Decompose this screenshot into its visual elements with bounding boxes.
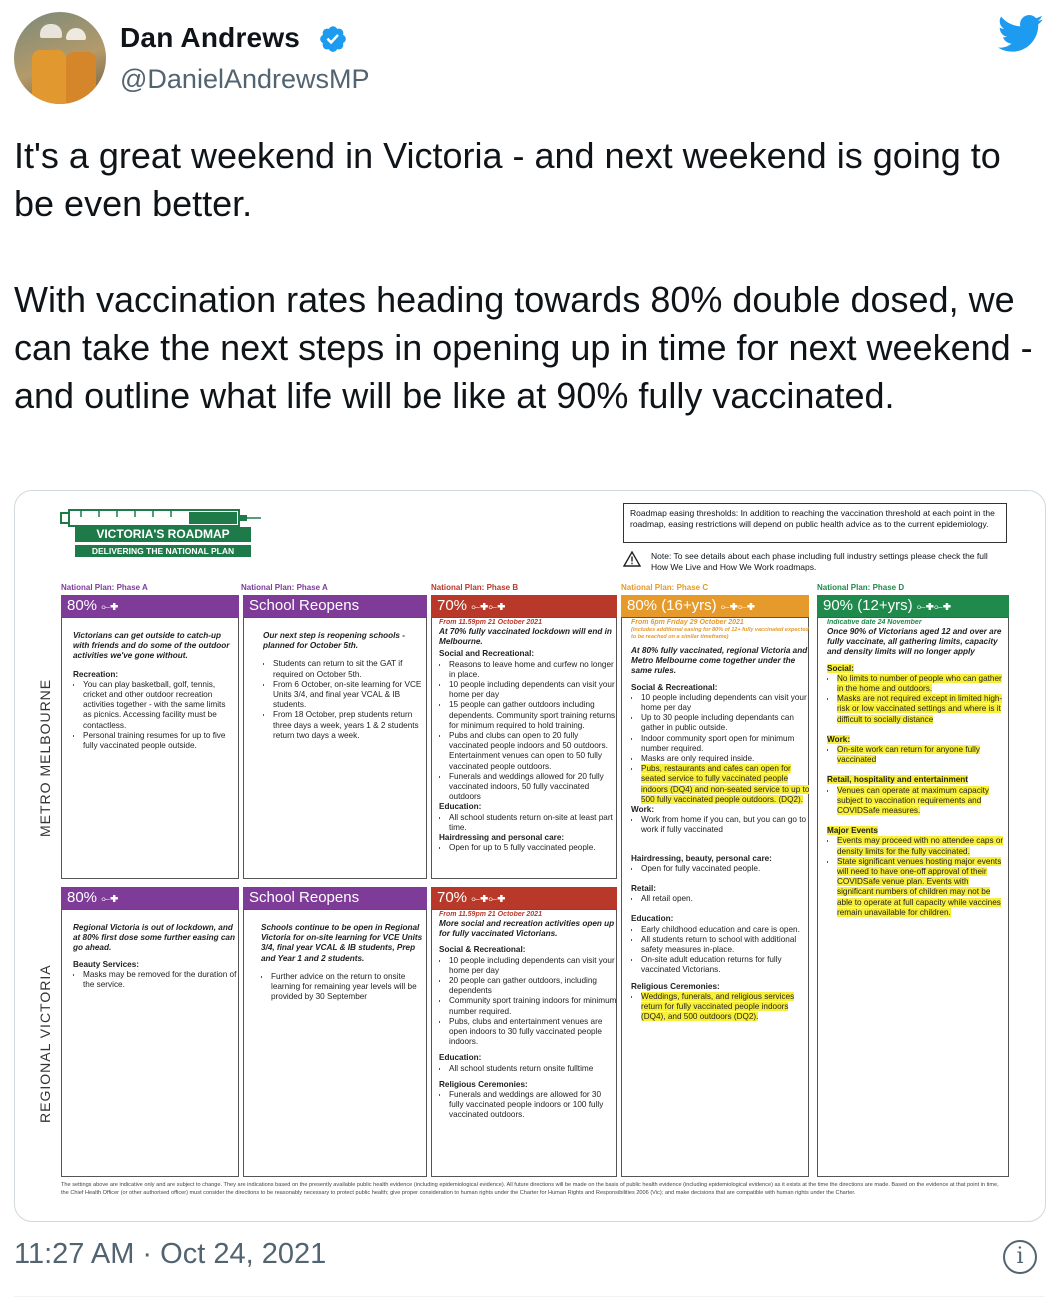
panel-item: • From 6 October, on-site learning for VCE Units 3/4, and final year VCAL & IB students. <box>273 680 427 711</box>
panel-item: • Masks may be removed for the duration of the service. <box>83 970 237 990</box>
panel-date: Indicative date 24 November <box>827 619 922 626</box>
panel-item: • Early childhood education and care is open. <box>641 925 811 935</box>
panel-lead: At 80% fully vaccinated, regional Victoria and Metro Melbourne come together under the same rules. <box>631 646 808 676</box>
column-head-80-16 <box>621 595 809 617</box>
column-head-label: 70% <box>437 889 468 906</box>
row-label-metro: METRO MELBOURNE <box>37 678 53 837</box>
column-head-label: 80% <box>67 889 98 906</box>
panel-item: • Indoor community sport open for minimum number required. <box>641 734 811 754</box>
panel-heading: Beauty Services: <box>73 959 139 969</box>
avatar-hat <box>66 28 86 40</box>
row-label-regional: REGIONAL VICTORIA <box>37 964 53 1123</box>
panel-heading: Hairdressing and personal care: <box>439 833 565 843</box>
panel-item: • You can play basketball, golf, tennis, cricket and other outdoor recreation activities together - with the same limits as picnics. Accessing facility must be contactless. <box>83 680 235 731</box>
syringe-icon: ⟜✚ <box>101 601 119 613</box>
metro-phase-a-text <box>73 631 235 875</box>
roadmap-logo-subtitle: DELIVERING THE NATIONAL PLAN <box>75 545 251 557</box>
panel-item-highlighted: State significant venues hosting major events will need to have one-off approval of their COVIDSafe venue plan. Events with significant numbers of children may not be able to operate at full capacity while vaccines remain unavailable for children. <box>837 856 1002 917</box>
verified-badge-icon <box>318 24 348 54</box>
roadmap-footnote: The settings above are indicative only and are subject to change. They are indications based on the presently available public health evidence (including epidemiological evidence). All future directions will be made on the basis of public health evidence (including epidemiological evidence) as it exists at the time the directions are made. Based on the evidence at that point in time, the Chief Health Officer (or other authorised officer) must consider the directions to be reasonably necessary to protect public health; give proper consideration to human rights under the Charter for Human Rights and Responsibilities 2006 (Vic); and make decisions that are compatible with human rights under the Charter. <box>61 1182 999 1196</box>
panel-heading: Major Events <box>827 826 878 836</box>
warning-icon <box>623 551 641 567</box>
avatar-figure <box>66 52 96 104</box>
phase-c-text <box>631 619 811 1171</box>
avatar-hat <box>40 24 62 38</box>
panel-item-highlighted: Weddings, funerals, and religious services return for fully vaccinated people indoors (DQ4), and 500 outdoors (DQ2). <box>641 991 795 1022</box>
panel-date-note: (includes additional easing for 80% of 12+ fully vaccinated expected to be reached on a similar timeframe) <box>631 627 809 640</box>
panel-heading: Social: <box>827 663 854 673</box>
phase-label: National Plan: Phase A <box>241 583 328 592</box>
panel-item: • Students can return to sit the GAT if required on October 5th. <box>273 659 427 679</box>
column-head-label: 80% <box>67 597 98 614</box>
panel-item: • Open for up to 5 fully vaccinated people. <box>449 843 617 853</box>
roadmap-graphic <box>15 491 1045 1221</box>
panel-lead: Once 90% of Victorians aged 12 and over are fully vaccinate, all gathering limits, capacity and density limits will no longer apply <box>827 627 1002 657</box>
syringe-icon: ⟜✚⟜✚ <box>471 893 506 905</box>
panel-item: • 10 people including dependents can visit your home per day <box>449 680 617 700</box>
syringe-logo-icon <box>59 507 263 529</box>
panel-item-highlighted: No limits to number of people who can gather in the home and outdoors. <box>837 673 1002 694</box>
panel-lead: Regional Victoria is out of lockdown, and at 80% first dose some further easing can go ahead. <box>73 923 235 953</box>
panel-lead: At 70% fully vaccinated lockdown will end in Melbourne. <box>439 627 612 647</box>
roadmap-note-box: Roadmap easing thresholds: In addition to reaching the vaccination threshold at each point in the roadmap, easing restrictions will depend on public health advice as to the current epidemiology. <box>623 503 1007 543</box>
panel-item: • Up to 30 people including dependants can gather in public outside. <box>641 713 811 733</box>
panel-item: • Pubs, clubs and entertainment venues are open indoors to 30 fully vaccinated people indoors. <box>449 1017 617 1048</box>
tweet-timestamp[interactable]: 11:27 AM · Oct 24, 2021 <box>14 1238 327 1270</box>
column-head-school: School Reopens <box>243 595 427 617</box>
panel-item: • All school students return on-site at least part time. <box>449 813 617 833</box>
column-head-80 <box>61 595 239 617</box>
panel-lead: Our next step is reopening schools - planned for October 5th. <box>263 631 405 651</box>
panel-item-highlighted: On-site work can return for anyone fully vaccinated <box>837 745 980 765</box>
panel-item: • All retail open. <box>641 894 811 904</box>
panel-date: From 6pm Friday 29 October 2021 <box>631 619 744 626</box>
author-handle[interactable]: @DanielAndrewsMP <box>120 64 370 94</box>
panel-item: • Work from home if you can, but you can go to work if fully vaccinated <box>641 815 811 835</box>
roadmap-note-warning <box>623 549 1007 575</box>
panel-item: • On-site adult education returns for fully vaccinated Victorians. <box>641 955 811 975</box>
panel-item: • Reasons to leave home and curfew no longer in place. <box>449 660 617 680</box>
panel-item: • Further advice on the return to onsite learning for remaining year levels will be provided by 30 September <box>271 972 425 1003</box>
phase-d-text <box>827 619 1007 1171</box>
panel-heading: Recreation: <box>73 669 119 679</box>
column-head-label: 80% (16+yrs) <box>627 597 717 614</box>
panel-item: • Personal training resumes for up to five fully vaccinated people outside. <box>83 731 235 751</box>
phase-label: National Plan: Phase B <box>431 583 519 592</box>
info-icon[interactable]: i <box>1003 1240 1037 1274</box>
column-head-70-regional <box>431 887 617 909</box>
panel-item-highlighted: Venues can operate at maximum capacity subject to vaccination requirements and COVIDSafe measures. <box>837 785 990 816</box>
column-head-school-regional: School Reopens <box>243 887 427 909</box>
panel-heading: Social and Recreational: <box>439 649 535 659</box>
panel-item: • 10 people including dependents can visit your home per day <box>449 956 617 976</box>
regional-phase-b-text <box>439 911 617 1173</box>
panel-item: • All school students return onsite fulltime <box>449 1064 617 1074</box>
regional-school-text <box>261 923 425 1173</box>
panel-heading: Work: <box>631 805 655 815</box>
panel-item: • 15 people can gather outdoors including dependents. Community sport training returns for minimum required to hold training. <box>449 700 617 731</box>
author-name[interactable]: Dan Andrews <box>120 22 301 53</box>
panel-lead: More social and recreation activities open up for fully vaccinated Victorians. <box>439 919 615 939</box>
divider <box>14 1296 1044 1297</box>
avatar[interactable] <box>14 12 106 104</box>
roadmap-logo-title: VICTORIA'S ROADMAP <box>75 527 251 542</box>
phase-label: National Plan: Phase C <box>621 583 709 592</box>
panel-heading: Religious Ceremonies: <box>631 981 720 991</box>
panel-item: • All students return to school with additional safety measures in-place. <box>641 935 811 955</box>
syringe-icon: ⟜✚ <box>101 893 119 905</box>
syringe-icon: ⟜✚⟜✚ <box>916 601 952 613</box>
panel-date: From 11.59pm 21 October 2021 <box>439 911 542 918</box>
panel-heading: Social & Recreational: <box>631 682 718 692</box>
panel-heading: Religious Ceremonies: <box>439 1079 528 1089</box>
column-head-label: 70% <box>437 597 468 614</box>
panel-item: • Masks are only required inside. <box>641 754 811 764</box>
panel-lead: Schools continue to be open in Regional Victoria for on-site learning for VCE Units 3/4, final year VCAL & IB students, Prep and Year 1 and 2 students. <box>261 923 423 963</box>
panel-item: • Funerals and weddings allowed for 20 fully vaccinated indoors, 50 fully vaccinated outdoors <box>449 772 617 803</box>
regional-phase-a-text <box>73 923 237 1173</box>
panel-heading: Education: <box>631 914 674 924</box>
tweet-image-card[interactable] <box>14 490 1046 1222</box>
panel-heading: Education: <box>439 802 482 812</box>
panel-heading: Work: <box>827 734 851 744</box>
panel-item: • Community sport training indoors for minimum number required. <box>449 996 617 1016</box>
avatar-figure <box>32 50 66 104</box>
panel-heading: Social & Recreational: <box>439 945 526 955</box>
panel-item: • Pubs and clubs can open to 20 fully vaccinated people indoors and 50 outdoors. Entertainment venues can open to 50 fully vaccinated people outdoors. <box>449 731 617 772</box>
phase-label: National Plan: Phase A <box>61 583 148 592</box>
panel-item-highlighted: Pubs, restaurants and cafes can open for seated service to fully vaccinated people indoors (DQ4) and non-seated service to up to 500 fully vaccinated people outdoors. (DQ2). <box>641 764 810 804</box>
panel-heading: Retail, hospitality and entertainment <box>827 775 969 785</box>
column-head-80-regional <box>61 887 239 909</box>
metro-phase-b-text <box>439 619 617 877</box>
panel-item: • Open for fully vaccinated people. <box>641 864 811 874</box>
syringe-icon: ⟜✚⟜✚ <box>471 601 506 613</box>
panel-item-highlighted: Events may proceed with no attendee caps or density limits for the fully vaccinated. <box>837 836 1004 856</box>
column-head-70 <box>431 595 617 617</box>
panel-date: From 11.59pm 21 October 2021 <box>439 619 542 626</box>
twitter-bird-icon[interactable] <box>998 14 1044 54</box>
roadmap-note-warning-text: Note: To see details about each phase including full industry settings please check the full How We Live and How We Work roadmaps. <box>651 551 988 572</box>
panel-heading: Retail: <box>631 884 657 894</box>
panel-heading: Education: <box>439 1053 482 1063</box>
phase-label: National Plan: Phase D <box>817 583 905 592</box>
panel-item: • 20 people can gather outdoors, including dependents <box>449 976 617 996</box>
panel-item-highlighted: Masks are not required except in limited high-risk or low vaccinated settings and where is it difficult to socially distance <box>837 694 1003 724</box>
panel-item: • Funerals and weddings are allowed for 30 fully vaccinated people indoors or 100 fully vaccinated outdoors. <box>449 1090 617 1121</box>
tweet-text: It's a great weekend in Victoria - and next weekend is going to be even better. With vaccination rates heading towards 80% double dosed, we can take the next steps in opening up in time for next weekend - and outline what life will be like at 90% fully vaccinated. <box>14 135 1033 416</box>
panel-item: • 10 people including dependents can visit your home per day <box>641 693 811 713</box>
syringe-icon: ⟜✚⟜✚ <box>720 601 756 613</box>
panel-heading: Hairdressing, beauty, personal care: <box>631 853 772 863</box>
column-head-label: 90% (12+yrs) <box>823 597 913 614</box>
column-head-90-12 <box>817 595 1009 617</box>
metro-school-text <box>263 631 427 875</box>
panel-item: • From 18 October, prep students return three days a week, years 1 & 2 students return two days a week. <box>273 710 427 741</box>
panel-lead: Victorians can get outside to catch-up with friends and do some of the outdoor activities we've gone without. <box>73 631 230 661</box>
